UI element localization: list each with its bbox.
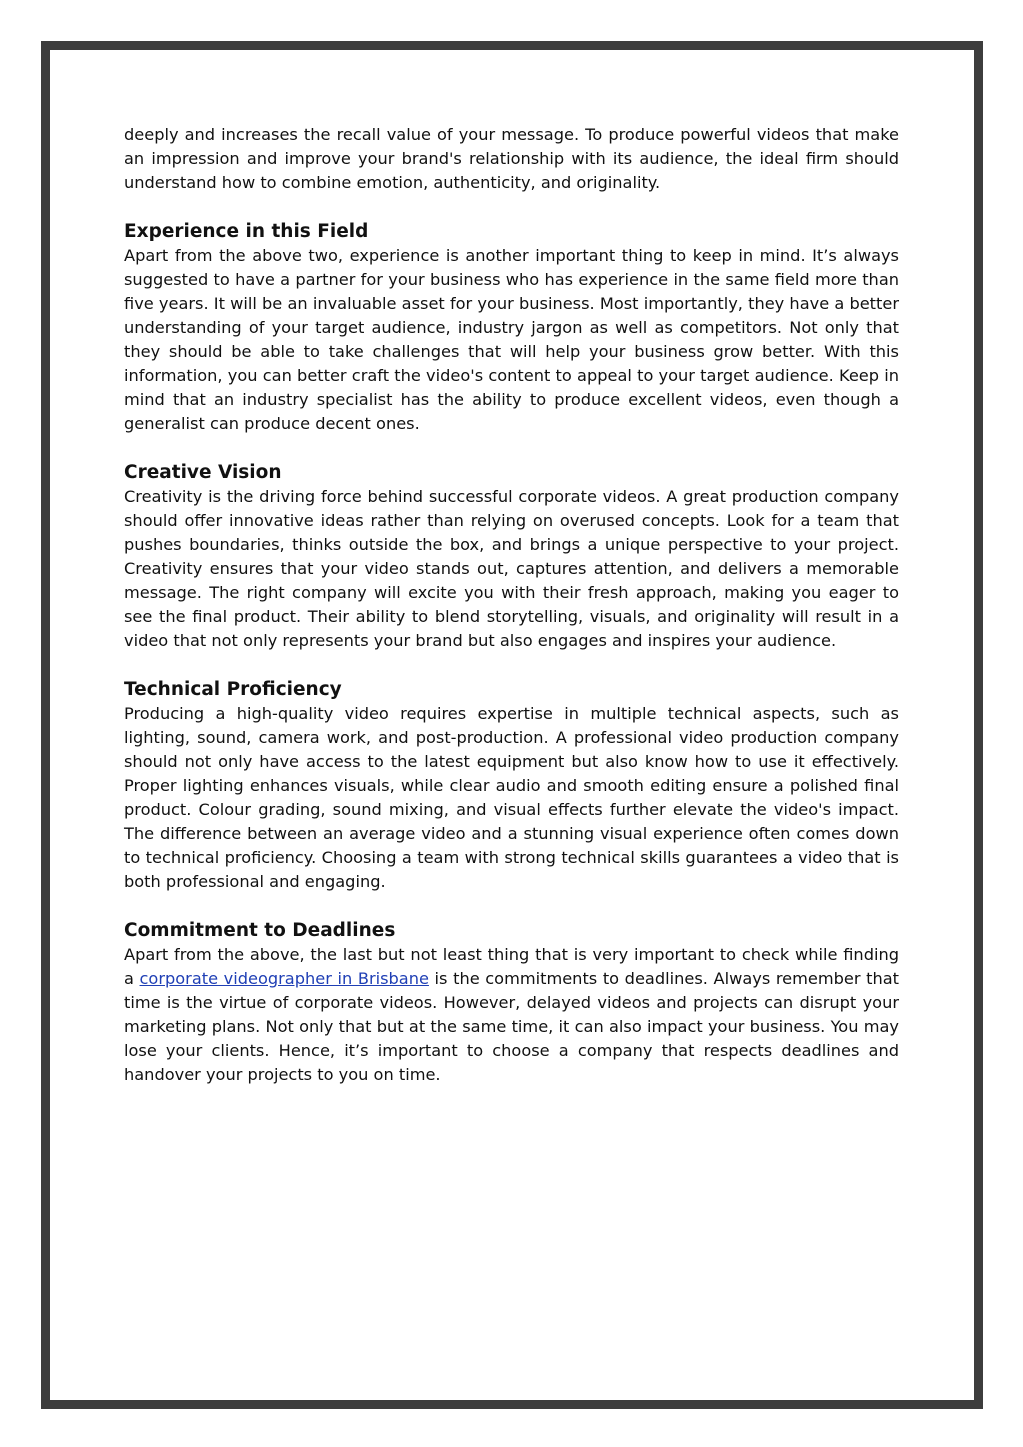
section-heading: Creative Vision [124,462,282,483]
intro-paragraph: deeply and increases the recall value of your message. To produce powerful videos that make an impression and improve your brand's relationship with its audience, the ideal firm should understand how to combine emotion, authenticity, and originality. [124,125,899,192]
section-body-text-before-link: Apart from the above, the last but not least thing that is very important to check while finding a [124,945,899,988]
section-body-text-after-link: is the commitments to deadlines. Always remember that time is the virtue of corporate videos. However, delayed videos and projects can disrupt your marketing plans. Not only that but at the same time, it can also impact your business. You may lose your clients. Hence, it’s important to choose a company that respects deadlines and handover your projects to you on time. [124,969,899,1084]
section-heading: Experience in this Field [124,221,369,242]
section-body: Apart from the above two, experience is another important thing to keep in mind. It’s always suggested to have a partner for your business who has experience in the same field more than five years. It will be an invaluable asset for your business. Most importantly, they have a better understanding of your target audience, industry jargon as well as competitors. Not only that they should be able to take challenges that will help your business grow better. With this information, you can better craft the video's content to appeal to your target audience. Keep in mind that an industry specialist has the ability to produce excellent videos, even though a generalist can produce decent ones. [124,246,899,433]
section-body: Producing a high-quality video requires expertise in multiple technical aspects, such as lighting, sound, camera work, and post-production. A professional video production company should not only have access to the latest equipment but also know how to use it effectively. Proper lighting enhances visuals, while clear audio and smooth editing ensure a polished final product. Colour grading, sound mixing, and visual effects further elevate the video's impact. The difference between an average video and a stunning visual experience often comes down to technical proficiency. Choosing a team with strong technical skills guarantees a video that is both professional and engaging. [124,704,899,891]
section-body: Creativity is the driving force behind successful corporate videos. A great production company should offer innovative ideas rather than relying on overused concepts. Look for a team that pushes boundaries, thinks outside the box, and brings a unique perspective to your project. Creativity ensures that your video stands out, captures attention, and delivers a memorable message. The right company will excite you with their fresh approach, making you eager to see the final product. Their ability to blend storytelling, visuals, and originality will result in a video that not only represents your brand but also engages and inspires your audience. [124,487,899,650]
document-content [124,123,899,1087]
section-heading: Technical Proficiency [124,679,342,700]
section-experience [124,220,899,436]
section-commitment-deadlines [124,919,899,1087]
section-creative-vision [124,461,899,653]
section-body [124,943,899,1087]
section-technical-proficiency [124,678,899,894]
corporate-videographer-link[interactable]: corporate videographer in Brisbane [139,969,429,988]
section-heading: Commitment to Deadlines [124,920,396,941]
